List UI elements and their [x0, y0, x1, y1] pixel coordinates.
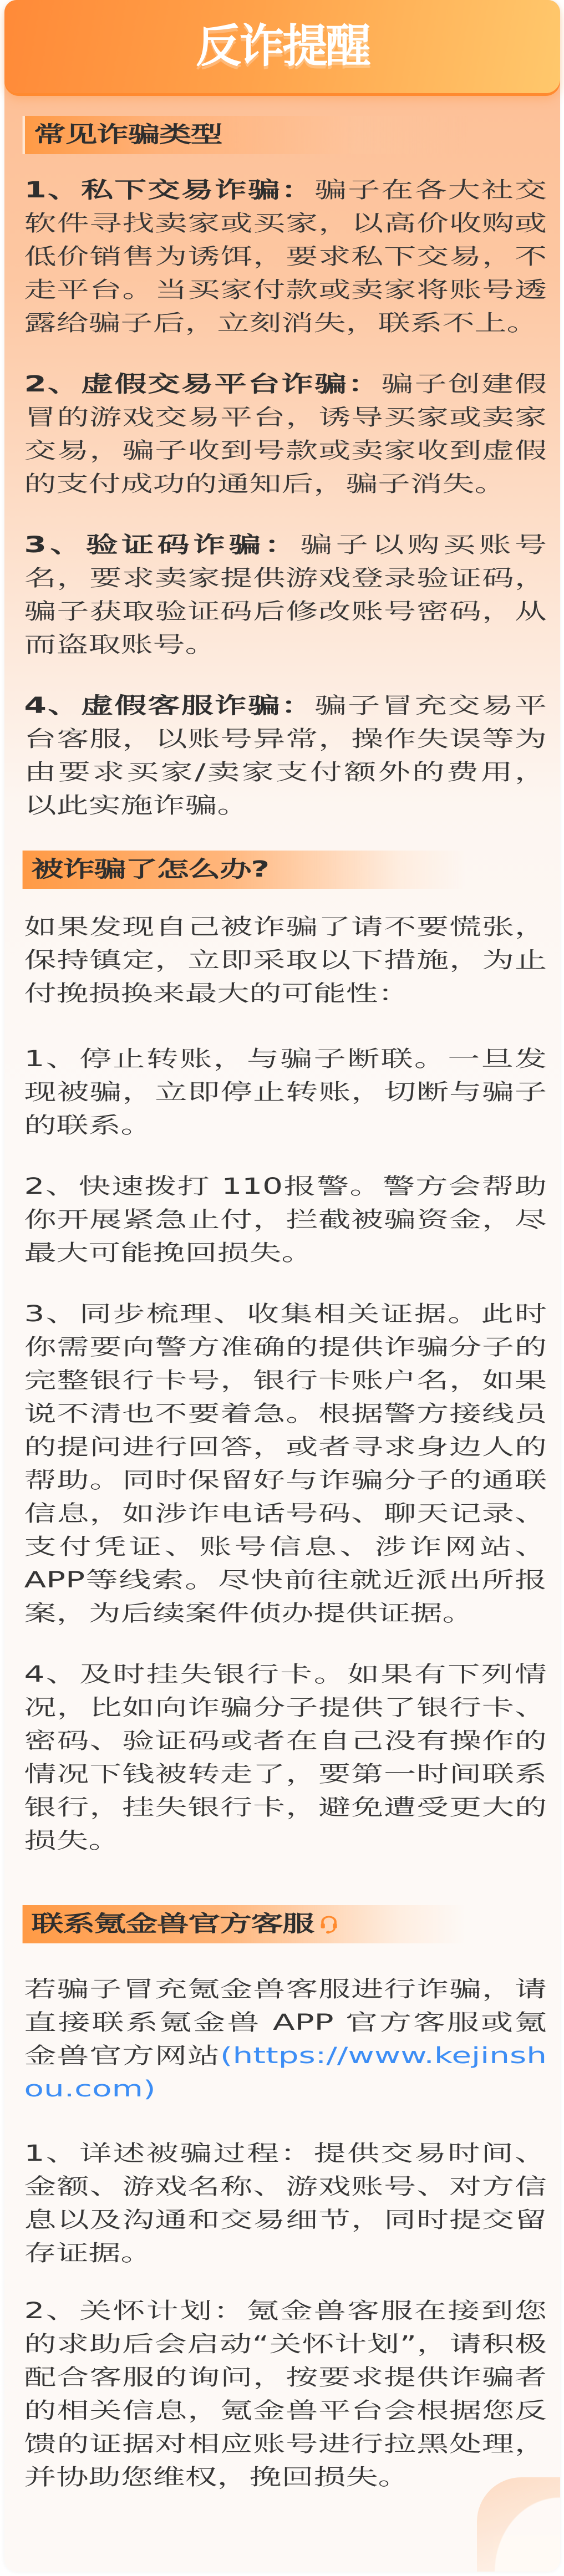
heading-label: 联系氪金兽官方客服 — [31, 1911, 314, 1937]
fraud-type-item — [24, 528, 547, 661]
fraud-type-item — [24, 174, 547, 340]
fraud-type-item — [24, 689, 547, 822]
contact-step: 1、详述被骗过程：提供交易时间、金额、游戏名称、游戏账号、对方信息以及沟通和交易细节，同时提交留存证据。 — [24, 2141, 547, 2266]
page-title: 反诈提醒 — [195, 20, 369, 73]
what-to-do-intro: 如果发现自己被诈骗了请不要慌张，保持镇定，立即采取以下措施，为止付挽损换来最大的可能性： — [24, 914, 547, 1006]
item-lead: 3、验证码诈骗： — [24, 532, 301, 558]
what-to-do-item: 2、快速拨打 110报警。警方会帮助你开展紧急止付，拦截被骗资金，尽最大可能挽回损失。 — [24, 1174, 547, 1266]
section-heading-text: 常见诈骗类型 — [33, 122, 222, 147]
fraud-type-item — [24, 368, 547, 501]
official-website-link[interactable]: (https://www.kejinshou.com) — [24, 2043, 547, 2102]
what-to-do-item: 1、停止转账，与骗子断联。一旦发现被骗，立即停止转账，切断与骗子的联系。 — [24, 1046, 547, 1138]
item-text: 骗子以购买账号名，要求卖家提供游戏登录验证码，骗子获取验证码后修改账号密码，从而盗取账号。 — [24, 532, 547, 658]
item-text: 骗子创建假冒的游戏交易平台，诱导买家或卖家交易，骗子收到号款或卖家收到虚假的支付成功的通知后，骗子消失。 — [24, 371, 547, 497]
what-to-do-item: 4、及时挂失银行卡。如果有下列情况，比如向诈骗分子提供了银行卡、密码、验证码或者在自己没有操作的情况下钱被转走了，要第一时间联系银行，挂失银行卡，避免遭受更大的损失。 — [24, 1662, 547, 1854]
section-heading-contact-support — [23, 1905, 466, 1943]
section-heading-fraud-types — [23, 116, 468, 154]
section-heading-text: 被诈骗了怎么办? — [31, 857, 269, 882]
item-lead: 2、虚假交易平台诈骗： — [24, 371, 382, 397]
contact-step: 2、关怀计划：氪金兽客服在接到您的求助后会启动“关怀计划”，请积极配合客服的询问，按要求提供诈骗者的相关信息，氪金兽平台会根据您反馈的证据对相应账号进行拉黑处理，并协助您维权，挽回损失。 — [24, 2298, 547, 2490]
section-heading-what-to-do — [23, 851, 466, 889]
what-to-do-item: 3、同步梳理、收集相关证据。此时你需要向警方准确的提供诈骗分子的完整银行卡号，银行卡账户名，如果说不清也不要着急。根据警方接线员的提问进行回答，或者寻求身边人的帮助。同时保留好与诈骗分子的通联信息，如涉诈电话号码、聊天记录、支付凭证、账号信息、涉诈网站、APP等线索。尽快前往就近派出所报案，为后续案件侦办提供证据。 — [24, 1301, 547, 1626]
item-lead: 4、虚假客服诈骗： — [24, 693, 315, 719]
item-text: 骗子冒充交易平台客服，以账号异常，操作失误等为由要求买家/卖家支付额外的费用，以此实施诈骗。 — [24, 693, 547, 818]
section-heading-text — [32, 1905, 338, 1943]
item-lead: 1、私下交易诈骗： — [24, 177, 315, 203]
headset-icon — [320, 1914, 338, 1936]
contact-intro-text: 若骗子冒充氪金兽客服进行诈骗，请直接联系氪金兽 APP 官方客服或氪金兽官方网站 — [24, 1977, 547, 2069]
contact-intro — [24, 1973, 547, 2106]
item-text: 骗子在各大社交软件寻找卖家或买家，以高价收购或低价销售为诱饵，要求私下交易，不走平台。当买家付款或卖家将账号透露给骗子后，立刻消失，联系不上。 — [24, 177, 547, 336]
